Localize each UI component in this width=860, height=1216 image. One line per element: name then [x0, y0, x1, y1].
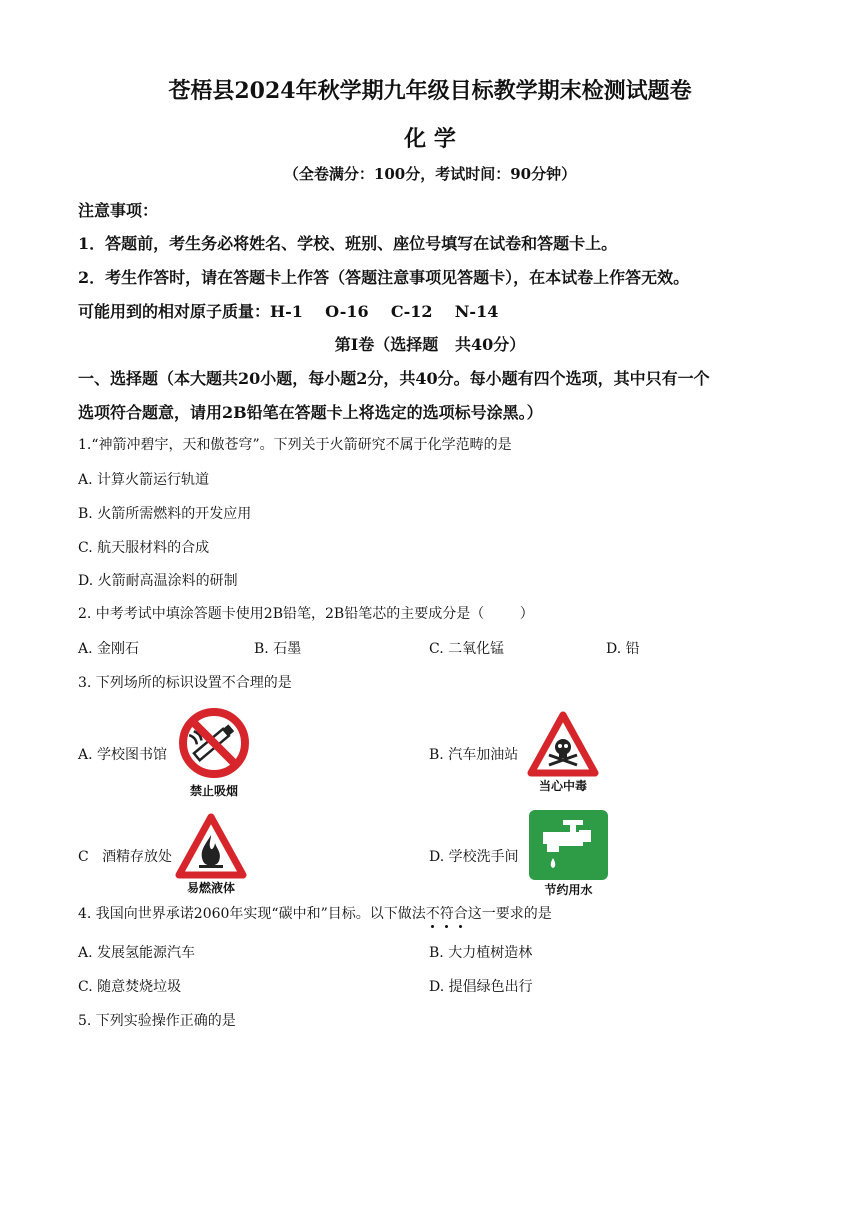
sign-caption-toxic: 当心中毒 — [538, 779, 587, 793]
q4-stem-before: 4. 我国向世界承诺2060年实现“碳中和”目标。以下做法 — [78, 906, 426, 922]
emphasis-dot — [459, 925, 462, 928]
q4-stem-emphasis-text: 不符合 — [425, 906, 468, 922]
q2-stem: 2. 中考考试中填涂答题卡使用2B铅笔，2B铅笔芯的主要成分是（ ） — [78, 606, 534, 622]
q5-stem: 5. 下列实验操作正确的是 — [78, 1013, 236, 1029]
flammable-warning-icon — [175, 813, 247, 879]
q4-stem-emphasis — [426, 906, 468, 922]
q4-option-d: D. 提倡绿色出行 — [429, 979, 533, 995]
atomic-mass-line: 可能用到的相对原子质量：H-1 O-16 C-12 N-14 — [78, 302, 499, 321]
q1-option-c: C. 航天服材料的合成 — [78, 540, 210, 556]
q4-option-b: B. 大力植树造林 — [429, 945, 533, 961]
q1-option-d: D. 火箭耐高温涂料的研制 — [78, 573, 238, 589]
q3-option-b: B. 汽车加油站 — [429, 747, 519, 763]
no-smoking-icon — [178, 707, 250, 779]
subject-title: 化 学 — [404, 126, 456, 152]
exam-title: 苍梧县2024年秋学期九年级目标教学期末检测试题卷 — [168, 78, 692, 104]
water-tap-icon — [529, 810, 608, 880]
q1-option-a: A. 计算火箭运行轨道 — [78, 472, 210, 488]
q3-option-c: C 酒精存放处 — [78, 849, 173, 865]
q2-option-c: C. 二氧化锰 — [429, 641, 505, 657]
sign-caption-no-smoking: 禁止吸烟 — [189, 784, 238, 798]
q2-option-b: B. 石墨 — [254, 641, 302, 657]
q3-option-d: D. 学校洗手间 — [429, 849, 519, 865]
toxic-warning-icon — [527, 711, 599, 777]
q3-option-a: A. 学校图书馆 — [78, 747, 168, 763]
q2-option-a: A. 金刚石 — [78, 641, 140, 657]
section-instruction-line2: 选项符合题意，请用2B铅笔在答题卡上将选定的选项标号涂黑。） — [78, 403, 543, 422]
q4-stem-after: 这一要求的是 — [467, 906, 552, 922]
sign-caption-flammable: 易燃液体 — [186, 881, 235, 895]
emphasis-dot — [445, 925, 448, 928]
notice-heading: 注意事项： — [78, 201, 159, 220]
q1-option-b: B. 火箭所需燃料的开发应用 — [78, 506, 252, 522]
q3-stem: 3. 下列场所的标识设置不合理的是 — [78, 675, 292, 691]
notice-item-2: 2．考生作答时，请在答题卡上作答（答题注意事项见答题卡），在本试卷上作答无效。 — [78, 268, 690, 287]
section-instruction-line1: 一、选择题（本大题共20小题，每小题2分，共40分。每小题有四个选项，其中只有一个 — [78, 369, 710, 388]
q1-stem: 1.“神箭冲碧宇，天和傲苍穹”。下列关于火箭研究不属于化学范畴的是 — [78, 437, 512, 453]
emphasis-dot — [431, 925, 434, 928]
q4-stem — [78, 903, 552, 923]
sign-caption-save-water: 节约用水 — [544, 883, 593, 897]
q4-option-c: C. 随意焚烧垃圾 — [78, 979, 182, 995]
notice-item-1: 1．答题前，考生务必将姓名、学校、班别、座位号填写在试卷和答题卡上。 — [78, 234, 618, 253]
exam-meta: （全卷满分：100分，考试时间：90分钟） — [283, 165, 577, 183]
section-heading: 第Ⅰ卷（选择题 共40分） — [334, 335, 526, 354]
q4-option-a: A. 发展氢能源汽车 — [78, 945, 196, 961]
q2-option-d: D. 铅 — [606, 641, 640, 657]
